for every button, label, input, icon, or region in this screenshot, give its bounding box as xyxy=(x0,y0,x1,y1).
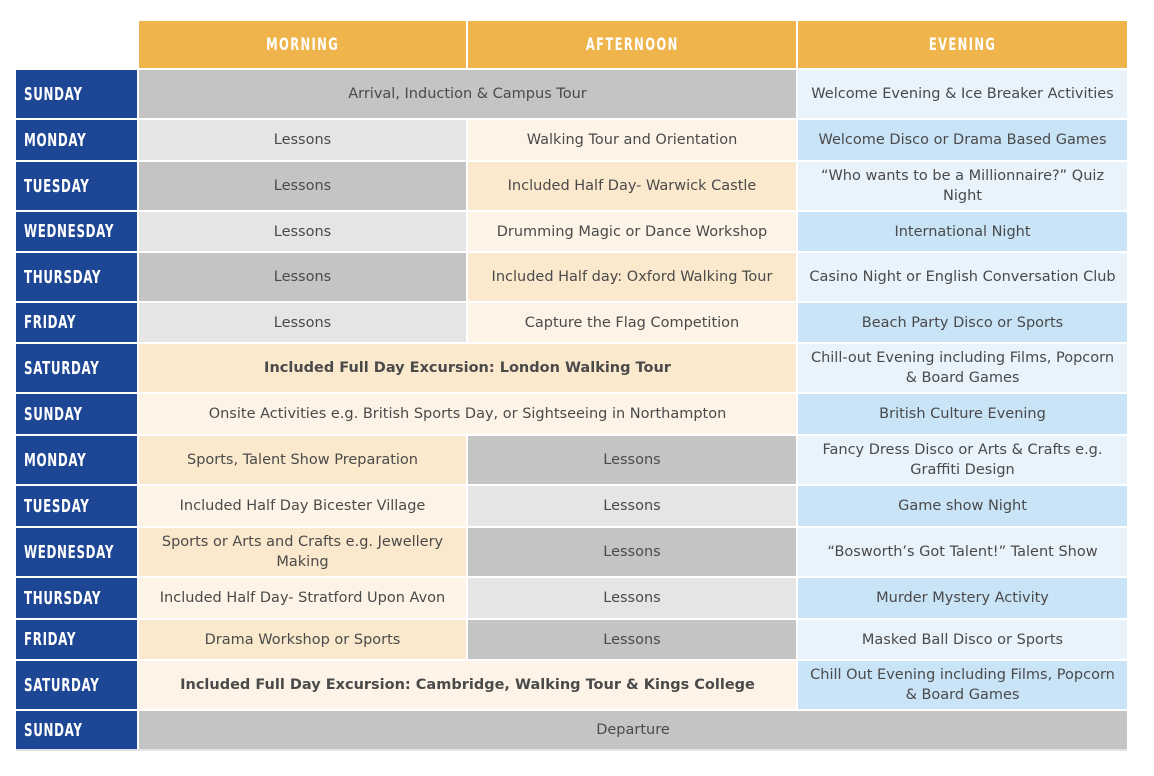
activity-cell: Onsite Activities e.g. British Sports Day, or Sightseeing in Northampton xyxy=(139,394,796,434)
day-label: TUESDAY xyxy=(24,495,90,517)
activity-cell: Welcome Evening & Ice Breaker Activities xyxy=(798,70,1127,118)
activity-cell: Lessons xyxy=(468,486,796,526)
activity-cell: Sports or Arts and Crafts e.g. Jewellery Making xyxy=(139,528,466,576)
day-label-cell xyxy=(16,661,137,709)
activity-cell: Game show Night xyxy=(798,486,1127,526)
activity-cell: Casino Night or English Conversation Club xyxy=(798,253,1127,301)
day-label: SUNDAY xyxy=(24,403,83,425)
day-label-cell xyxy=(16,620,137,659)
day-label: SATURDAY xyxy=(24,357,100,379)
activity-cell: Lessons xyxy=(468,528,796,576)
activity-cell: International Night xyxy=(798,212,1127,251)
activity-cell: Chill Out Evening including Films, Popcorn & Board Games xyxy=(798,661,1127,709)
day-label: MONDAY xyxy=(24,129,87,151)
day-label: THURSDAY xyxy=(24,587,102,609)
activity-cell: Included Half day: Oxford Walking Tour xyxy=(468,253,796,301)
activity-cell: Chill-out Evening including Films, Popcorn & Board Games xyxy=(798,344,1127,392)
day-label-cell xyxy=(16,711,137,749)
activity-cell: Departure xyxy=(139,711,1127,749)
corner-blank xyxy=(16,21,137,68)
day-label-cell xyxy=(16,70,137,118)
day-label-cell xyxy=(16,486,137,526)
activity-cell: Beach Party Disco or Sports xyxy=(798,303,1127,342)
activity-cell: Lessons xyxy=(139,120,466,160)
day-label: MONDAY xyxy=(24,449,87,471)
day-label-cell xyxy=(16,578,137,618)
activity-cell: Lessons xyxy=(139,303,466,342)
activity-cell: Sports, Talent Show Preparation xyxy=(139,436,466,484)
day-label: FRIDAY xyxy=(24,629,77,650)
activity-cell: British Culture Evening xyxy=(798,394,1127,434)
activity-cell: Lessons xyxy=(139,253,466,301)
column-header-label: EVENING xyxy=(928,34,997,55)
column-header-afternoon xyxy=(468,21,796,68)
day-label-cell xyxy=(16,303,137,342)
activity-cell: “Who wants to be a Millionnaire?” Quiz Night xyxy=(798,162,1127,210)
column-header-label: MORNING xyxy=(266,34,339,55)
activity-cell: Included Half Day- Warwick Castle xyxy=(468,162,796,210)
activity-cell: “Bosworth’s Got Talent!” Talent Show xyxy=(798,528,1127,576)
activity-cell: Walking Tour and Orientation xyxy=(468,120,796,160)
column-header-morning xyxy=(139,21,466,68)
activity-cell: Lessons xyxy=(468,620,796,659)
activity-cell: Lessons xyxy=(468,436,796,484)
activity-cell: Murder Mystery Activity xyxy=(798,578,1127,618)
day-label: SUNDAY xyxy=(24,719,83,741)
table-bottom-border xyxy=(16,749,1127,751)
activity-cell: Lessons xyxy=(468,578,796,618)
day-label-cell xyxy=(16,344,137,392)
activity-cell: Drumming Magic or Dance Workshop xyxy=(468,212,796,251)
activity-cell: Included Full Day Excursion: London Walking Tour xyxy=(139,344,796,392)
activity-cell: Drama Workshop or Sports xyxy=(139,620,466,659)
activity-cell: Masked Ball Disco or Sports xyxy=(798,620,1127,659)
activity-cell: Welcome Disco or Drama Based Games xyxy=(798,120,1127,160)
day-label: TUESDAY xyxy=(24,175,90,197)
activity-cell: Included Full Day Excursion: Cambridge, Walking Tour & Kings College xyxy=(139,661,796,709)
activity-cell: Lessons xyxy=(139,162,466,210)
column-header-evening xyxy=(798,21,1127,68)
activity-cell: Fancy Dress Disco or Arts & Crafts e.g. Graffiti Design xyxy=(798,436,1127,484)
day-label-cell xyxy=(16,253,137,301)
day-label-cell xyxy=(16,212,137,251)
activity-cell: Included Half Day- Stratford Upon Avon xyxy=(139,578,466,618)
day-label: FRIDAY xyxy=(24,312,77,333)
activity-cell: Arrival, Induction & Campus Tour xyxy=(139,70,796,118)
day-label-cell xyxy=(16,394,137,434)
activity-cell: Capture the Flag Competition xyxy=(468,303,796,342)
activity-cell: Included Half Day Bicester Village xyxy=(139,486,466,526)
column-header-label: AFTERNOON xyxy=(585,34,679,55)
day-label: WEDNESDAY xyxy=(24,541,115,563)
schedule-table xyxy=(16,21,1127,749)
day-label-cell xyxy=(16,162,137,210)
day-label-cell xyxy=(16,436,137,484)
day-label: THURSDAY xyxy=(24,266,102,288)
day-label: SATURDAY xyxy=(24,674,100,696)
activity-cell: Lessons xyxy=(139,212,466,251)
day-label-cell xyxy=(16,528,137,576)
day-label: WEDNESDAY xyxy=(24,221,115,242)
day-label-cell xyxy=(16,120,137,160)
day-label: SUNDAY xyxy=(24,83,83,105)
